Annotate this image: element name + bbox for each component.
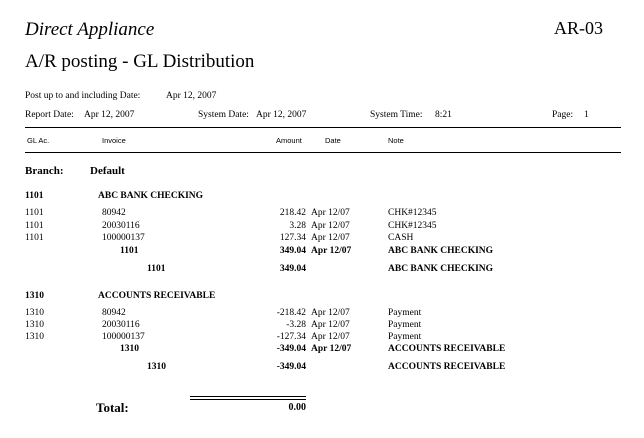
row-invoice: 100000137: [102, 233, 145, 243]
branch-label: Branch:: [25, 165, 64, 177]
row-note: Payment: [388, 332, 422, 342]
group-total-gl: 1101: [147, 264, 166, 274]
report-title: A/R posting - GL Distribution: [25, 51, 255, 72]
report-date-label: Report Date:: [25, 110, 74, 120]
system-time-value: 8:21: [435, 110, 452, 120]
grand-total-value: 0.00: [288, 402, 306, 413]
row-invoice: 80942: [102, 308, 126, 318]
col-invoice-header: Invoice: [102, 136, 126, 145]
col-amount-header: Amount: [276, 136, 302, 145]
row-gl: 1310: [25, 308, 44, 318]
subtotal-amount: 349.04: [279, 246, 306, 256]
row-note: Payment: [388, 308, 422, 318]
row-gl: 1310: [25, 332, 44, 342]
row-date: Apr 12/07: [311, 332, 350, 342]
system-date-label: System Date:: [198, 110, 249, 120]
row-amount: 3.28: [289, 221, 306, 231]
group-name: ABC BANK CHECKING: [98, 191, 204, 201]
row-amount: 218.42: [279, 208, 306, 218]
row-note: CASH: [388, 233, 414, 243]
row-date: Apr 12/07: [311, 221, 350, 231]
row-note: Payment: [388, 320, 422, 330]
subtotal-amount: -349.04: [276, 344, 306, 354]
col-gl-header: GL Ac.: [27, 136, 50, 145]
col-date-header: Date: [325, 136, 341, 145]
row-note: CHK#12345: [388, 208, 437, 218]
row-date: Apr 12/07: [311, 320, 350, 330]
row-date: Apr 12/07: [311, 208, 350, 218]
row-note: CHK#12345: [388, 221, 437, 231]
branch-value: Default: [90, 165, 125, 177]
row-amount: -127.34: [276, 332, 306, 342]
row-amount: 127.34: [279, 233, 306, 243]
row-invoice: 80942: [102, 208, 126, 218]
report-code: AR-03: [554, 18, 603, 38]
row-gl: 1101: [25, 221, 44, 231]
row-gl: 1310: [25, 320, 44, 330]
group-total-amount: -349.04: [276, 362, 306, 372]
total-double-rule: [190, 396, 306, 400]
header-rule: [25, 152, 621, 153]
group-total-note: ACCOUNTS RECEIVABLE: [388, 362, 506, 372]
row-gl: 1101: [25, 208, 44, 218]
system-time-label: System Time:: [370, 110, 423, 120]
row-gl: 1101: [25, 233, 44, 243]
grand-total-label: Total:: [96, 400, 129, 415]
subtotal-gl: 1310: [120, 344, 139, 354]
page-label: Page:: [552, 110, 574, 120]
row-amount: -218.42: [276, 308, 306, 318]
company-name: Direct Appliance: [25, 19, 155, 40]
subtotal-gl: 1101: [120, 246, 139, 256]
subtotal-note: ABC BANK CHECKING: [388, 246, 494, 256]
col-note-header: Note: [388, 136, 404, 145]
system-date-value: Apr 12, 2007: [256, 110, 307, 120]
row-date: Apr 12/07: [311, 308, 350, 318]
row-amount: -3.28: [286, 320, 306, 330]
row-invoice: 20030116: [102, 221, 140, 231]
group-code: 1310: [25, 291, 44, 301]
report-date-value: Apr 12, 2007: [84, 110, 135, 120]
group-total-note: ABC BANK CHECKING: [388, 264, 494, 274]
row-date: Apr 12/07: [311, 233, 350, 243]
subtotal-date: Apr 12/07: [311, 246, 352, 256]
group-code: 1101: [25, 191, 44, 201]
group-total-gl: 1310: [147, 362, 166, 372]
row-invoice: 100000137: [102, 332, 145, 342]
top-rule: [25, 127, 621, 128]
post-up-to-label: Post up to and including Date:: [25, 91, 141, 101]
subtotal-note: ACCOUNTS RECEIVABLE: [388, 344, 506, 354]
post-up-to-value: Apr 12, 2007: [166, 91, 217, 101]
row-invoice: 20030116: [102, 320, 140, 330]
page-value: 1: [584, 110, 589, 120]
group-name: ACCOUNTS RECEIVABLE: [98, 291, 216, 301]
subtotal-date: Apr 12/07: [311, 344, 352, 354]
group-total-amount: 349.04: [279, 264, 306, 274]
